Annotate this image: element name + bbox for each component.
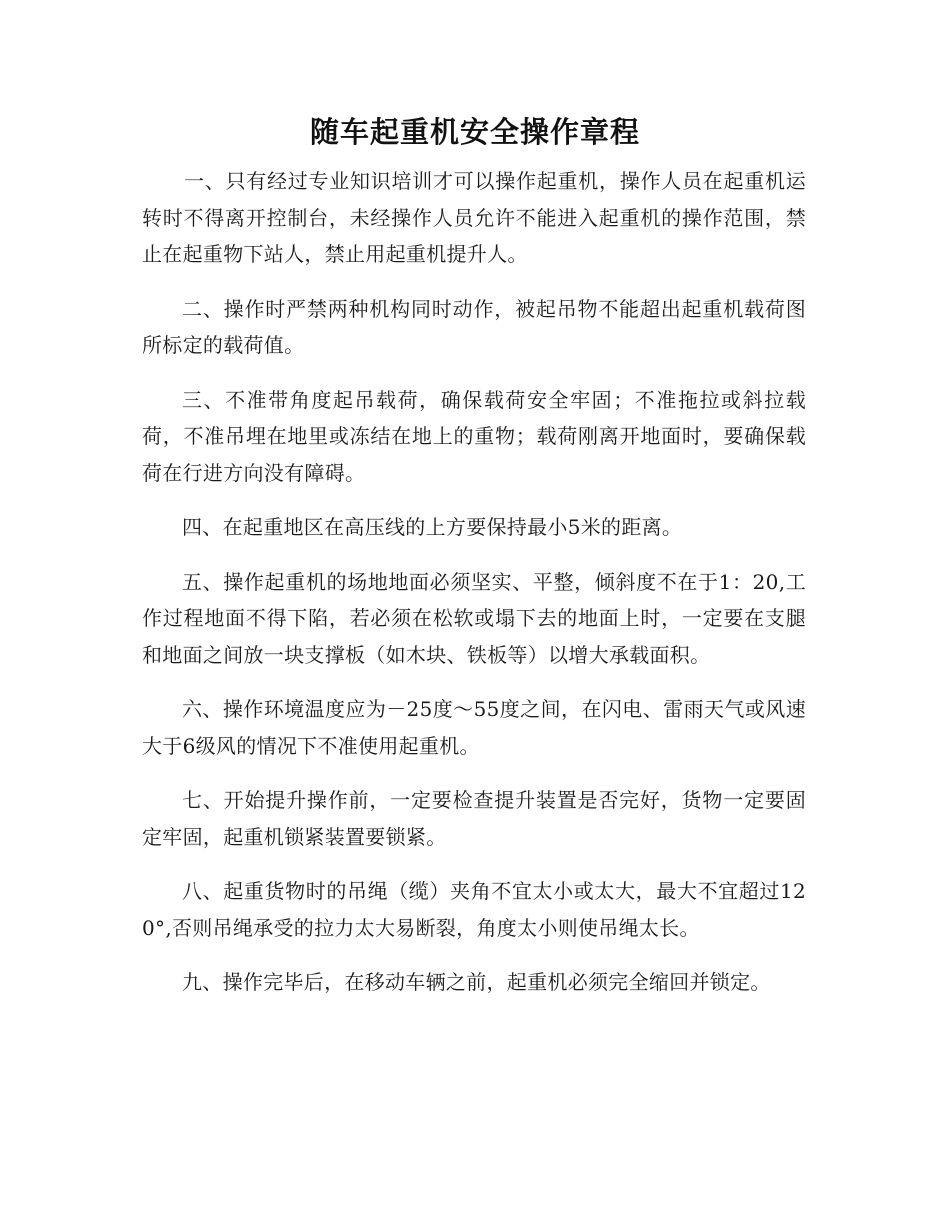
paragraph-2: 二、操作时严禁两种机构同时动作，被起吊物不能超出起重机载荷图所标定的载荷值。 bbox=[142, 296, 806, 357]
paragraph-9: 九、操作完毕后，在移动车辆之前，起重机必须完全缩回并锁定。 bbox=[182, 970, 771, 994]
paragraph-5: 五、操作起重机的场地地面必须坚实、平整，倾斜度不在于1：20,工作过程地面不得下陷，若必须在松软或塌下去的地面上时，一定要在支腿和地面之间放一块支撑板（如木块、铁板等）以增大承载面积。 bbox=[142, 569, 806, 667]
paragraph-6: 六、操作环境温度应为－25度～55度之间，在闪电、雷雨天气或风速大于6级风的情况下不准使用起重机。 bbox=[142, 697, 806, 758]
document-body bbox=[142, 163, 806, 1019]
paragraph-1: 一、只有经过专业知识培训才可以操作起重机，操作人员在起重机运转时不得离开控制台，未经操作人员允许不能进入起重机的操作范围，禁止在起重物下站人，禁止用起重机提升人。 bbox=[142, 169, 806, 266]
paragraph-8: 八、起重货物时的吊绳（缆）夹角不宜太小或太大，最大不宜超过120°,否则吊绳承受的拉力太大易断裂，角度太小则使吊绳太长。 bbox=[142, 879, 806, 940]
paragraph-3: 三、不准带角度起吊载荷，确保载荷安全牢固；不准拖拉或斜拉载荷，不准吊埋在地里或冻结在地上的重物；载荷刚离开地面时，要确保载荷在行进方向没有障碍。 bbox=[142, 387, 806, 485]
paragraph-4: 四、在起重地区在高压线的上方要保持最小5米的距离。 bbox=[182, 515, 683, 539]
page-title: 随车起重机安全操作章程 bbox=[309, 115, 640, 149]
paragraph-7: 七、开始提升操作前，一定要检查提升装置是否完好，货物一定要固定牢固，起重机锁紧装置要锁紧。 bbox=[142, 788, 806, 849]
